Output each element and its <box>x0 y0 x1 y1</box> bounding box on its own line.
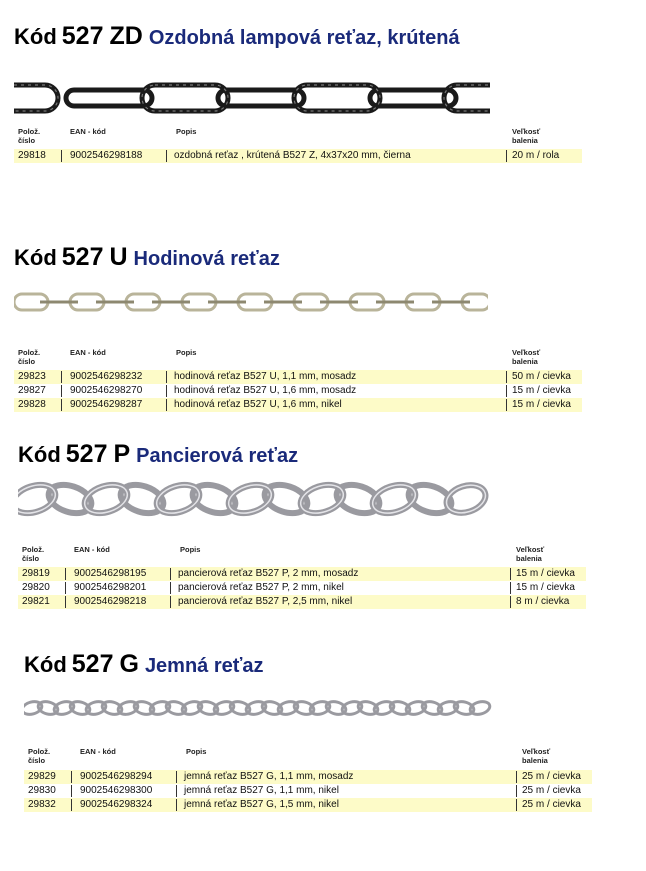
title-code: G <box>119 650 139 678</box>
title-kod: Kód <box>18 442 61 467</box>
title-code: ZD <box>109 22 143 50</box>
header-popis: Popis <box>176 348 197 357</box>
row-description: pancierová reťaz B527 P, 2 mm, mosadz <box>178 568 359 579</box>
table-row <box>18 567 586 581</box>
table-header <box>14 348 614 372</box>
title-number: 527 <box>71 650 114 678</box>
row-pack: 25 m / cievka <box>522 785 581 796</box>
table-row <box>14 149 582 163</box>
section-title <box>14 245 280 270</box>
header-ean: EAN - kód <box>70 127 106 136</box>
row-ean: 9002546298287 <box>70 399 143 410</box>
title-product-name: Hodinová reťaz <box>133 248 280 270</box>
row-ean: 9002546298188 <box>70 150 143 161</box>
header-velkost: Veľkosť balenia <box>512 348 541 366</box>
header-poloz: Polož. číslo <box>22 545 45 563</box>
table-row <box>14 384 582 398</box>
row-id: 29832 <box>28 799 56 810</box>
row-pack: 15 m / cievka <box>516 568 575 579</box>
row-pack: 8 m / cievka <box>516 596 570 607</box>
chain-image-brass <box>14 290 488 314</box>
row-id: 29830 <box>28 785 56 796</box>
row-ean: 9002546298300 <box>80 785 153 796</box>
row-pack: 25 m / cievka <box>522 771 581 782</box>
title-kod: Kód <box>24 652 67 677</box>
title-product-name: Jemná reťaz <box>144 655 264 677</box>
row-id: 29820 <box>22 582 50 593</box>
row-id: 29818 <box>18 150 46 161</box>
table-body <box>14 370 582 412</box>
row-description: hodinová reťaz B527 U, 1,6 mm, nikel <box>174 399 342 410</box>
row-pack: 15 m / cievka <box>512 399 571 410</box>
title-kod: Kód <box>14 245 57 270</box>
header-poloz: Polož. číslo <box>18 127 41 145</box>
row-ean: 9002546298218 <box>74 596 147 607</box>
table-row <box>18 595 586 609</box>
table-row <box>18 581 586 595</box>
header-poloz: Polož. číslo <box>28 747 51 765</box>
table-header <box>18 545 618 569</box>
row-pack: 25 m / cievka <box>522 799 581 810</box>
row-id: 29827 <box>18 385 46 396</box>
header-velkost: Veľkosť balenia <box>516 545 545 563</box>
row-id: 29823 <box>18 371 46 382</box>
chain-image-fine <box>24 698 496 718</box>
row-pack: 15 m / cievka <box>512 385 571 396</box>
header-ean: EAN - kód <box>80 747 116 756</box>
row-description: jemná reťaz B527 G, 1,1 mm, nikel <box>184 785 339 796</box>
title-kod: Kód <box>14 24 57 49</box>
title-code: U <box>109 243 128 271</box>
row-description: hodinová reťaz B527 U, 1,6 mm, mosadz <box>174 385 357 396</box>
table-body <box>24 770 592 812</box>
header-popis: Popis <box>180 545 201 554</box>
table-row <box>14 370 582 384</box>
header-poloz: Polož. číslo <box>18 348 41 366</box>
header-velkost: Veľkosť balenia <box>512 127 541 145</box>
header-popis: Popis <box>186 747 207 756</box>
title-number: 527 <box>61 22 104 50</box>
title-product-name: Pancierová reťaz <box>136 445 299 467</box>
table-body <box>14 149 582 163</box>
title-number: 527 <box>61 243 104 271</box>
header-popis: Popis <box>176 127 197 136</box>
section-title <box>14 24 460 49</box>
row-id: 29829 <box>28 771 56 782</box>
row-description: ozdobná reťaz , krútená B527 Z, 4x37x20 mm, čierna <box>174 150 411 161</box>
table-row <box>14 398 582 412</box>
table-row <box>24 770 592 784</box>
row-pack: 15 m / cievka <box>516 582 575 593</box>
row-ean: 9002546298324 <box>80 799 153 810</box>
table-header <box>14 127 614 151</box>
row-description: jemná reťaz B527 G, 1,1 mm, mosadz <box>184 771 354 782</box>
header-ean: EAN - kód <box>74 545 110 554</box>
row-ean: 9002546298270 <box>70 385 143 396</box>
row-id: 29819 <box>22 568 50 579</box>
row-ean: 9002546298294 <box>80 771 153 782</box>
title-product-name: Ozdobná lampová reťaz, krútená <box>148 27 460 49</box>
row-pack: 50 m / cievka <box>512 371 571 382</box>
table-row <box>24 784 592 798</box>
section-title <box>18 442 298 467</box>
table-row <box>24 798 592 812</box>
row-description: pancierová reťaz B527 P, 2,5 mm, nikel <box>178 596 353 607</box>
title-number: 527 <box>65 440 108 468</box>
row-id: 29828 <box>18 399 46 410</box>
row-description: hodinová reťaz B527 U, 1,1 mm, mosadz <box>174 371 357 382</box>
row-ean: 9002546298201 <box>74 582 147 593</box>
chain-image-black <box>14 80 490 116</box>
row-description: pancierová reťaz B527 P, 2 mm, nikel <box>178 582 344 593</box>
header-ean: EAN - kód <box>70 348 106 357</box>
row-description: jemná reťaz B527 G, 1,5 mm, nikel <box>184 799 339 810</box>
row-id: 29821 <box>22 596 50 607</box>
row-pack: 20 m / rola <box>512 150 560 161</box>
section-title <box>24 652 263 677</box>
table-body <box>18 567 586 609</box>
table-header <box>24 747 624 771</box>
row-ean: 9002546298195 <box>74 568 147 579</box>
header-velkost: Veľkosť balenia <box>522 747 551 765</box>
title-code: P <box>113 440 131 468</box>
row-ean: 9002546298232 <box>70 371 143 382</box>
chain-image-nickel-curb <box>18 480 490 518</box>
